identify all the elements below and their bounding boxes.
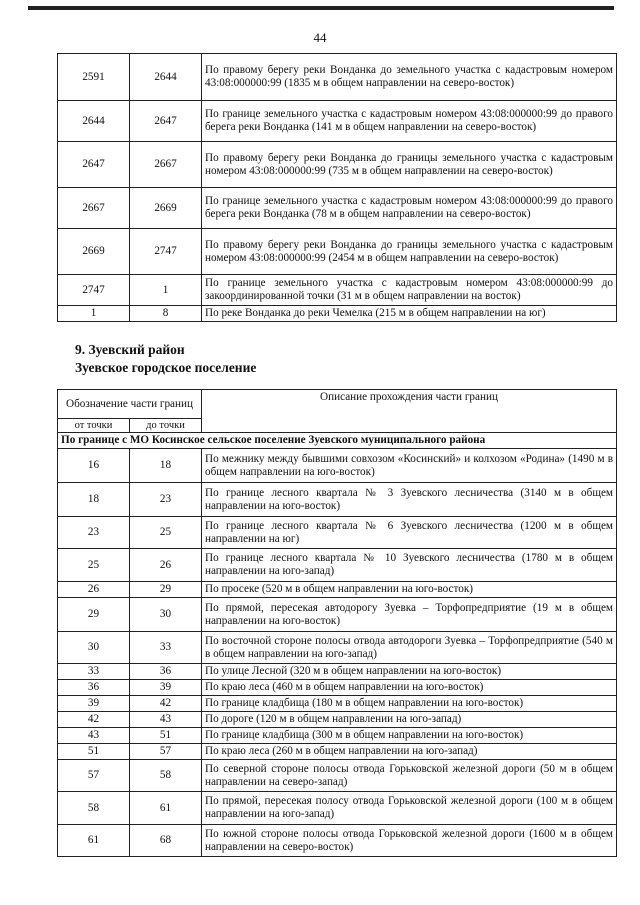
point-to: 61 [130,792,202,825]
table-row [58,229,617,275]
segment-description: По границе земельного участка с кадастровым номером 43:08:000000:99 до закоординированной точки (31 м в общем направлении на восток) [202,275,617,306]
point-to: 26 [130,549,202,582]
header-description: Описание прохождения части границ [202,390,617,433]
table-row [58,449,617,483]
point-to: 30 [130,598,202,632]
segment-description: По границе кладбища (300 м в общем направлении на юго-восток) [202,728,617,744]
table-row [58,101,617,142]
point-from: 2667 [58,188,130,229]
page-number: 44 [313,30,327,45]
point-from: 42 [58,712,130,728]
segment-description: По прямой, пересекая автодорогу Зуевка – Торфопредприятие (19 м в общем направлении на юго-восток) [202,598,617,632]
point-to: 18 [130,449,202,483]
table-row [58,680,617,696]
point-to: 36 [130,664,202,680]
table-row [58,517,617,549]
segment-description: По южной стороне полосы отвода Горьковской железной дороги (1600 м в общем направлении на северо-восток) [202,825,617,857]
table-row [58,744,617,760]
segment-description: По границе кладбища (180 м в общем направлении на юго-восток) [202,696,617,712]
segment-description: По границе лесного квартала № 10 Зуевского лесничества (1780 м в общем направлении на юго-запад) [202,549,617,582]
point-from: 2591 [58,54,130,101]
segment-description: По границе лесного квартала № 6 Зуевского лесничества (1200 м в общем направлении на юг) [202,517,617,549]
point-to: 2644 [130,54,202,101]
segment-description: По правому берегу реки Вонданка до земельного участка с кадастровым номером 43:08:000000:99 (1835 м в общем направлении на северо-восток) [202,54,617,101]
table-row [58,760,617,792]
point-to: 2667 [130,142,202,188]
point-from: 29 [58,598,130,632]
table-row [58,632,617,664]
point-from: 23 [58,517,130,549]
table-row [58,598,617,632]
table-row [58,582,617,598]
point-to: 51 [130,728,202,744]
segment-description: По границе лесного квартала № 3 Зуевского лесничества (3140 м в общем направлении на юго-восток) [202,483,617,517]
point-from: 57 [58,760,130,792]
point-from: 36 [58,680,130,696]
boundary-table-continued [57,53,617,322]
point-to: 43 [130,712,202,728]
table-row [58,664,617,680]
point-from: 61 [58,825,130,857]
segment-description: По реке Вонданка до реки Чемелка (215 м в общем направлении на юг) [202,306,617,322]
header-points: Обозначение части границ [58,390,202,419]
table-row [58,792,617,825]
point-from: 18 [58,483,130,517]
point-to: 2747 [130,229,202,275]
section-district-heading: 9. Зуевский район [75,342,185,357]
point-from: 51 [58,744,130,760]
point-to: 68 [130,825,202,857]
point-from: 43 [58,728,130,744]
boundary-table-zuevka [57,389,617,857]
point-to: 33 [130,632,202,664]
point-from: 2647 [58,142,130,188]
table-row [58,188,617,229]
point-to: 29 [130,582,202,598]
point-from: 2644 [58,101,130,142]
segment-description: По границе земельного участка с кадастровым номером 43:08:000000:99 до правого берега реки Вонданка (141 м в общем направлении на северо-восток) [202,101,617,142]
header-from: от точки [58,419,130,433]
table-row [58,275,617,306]
point-to: 58 [130,760,202,792]
table-row [58,54,617,101]
table-row [58,825,617,857]
table-row [58,306,617,322]
point-from: 16 [58,449,130,483]
point-to: 25 [130,517,202,549]
segment-description: По восточной стороне полосы отвода автодороги Зуевка – Торфопредприятие (540 м в общем направлении на юго-запад) [202,632,617,664]
point-to: 23 [130,483,202,517]
segment-description: По межнику между бывшими совхозом «Косинский» и колхозом «Родина» (1490 м в общем направлении на юго-восток) [202,449,617,483]
boundary-heading-row [58,433,617,449]
table-row [58,696,617,712]
point-from: 39 [58,696,130,712]
point-from: 2747 [58,275,130,306]
point-from: 30 [58,632,130,664]
segment-description: По правому берегу реки Вонданка до границы земельного участка с кадастровым номером 43:08:000000:99 (735 м в общем направлении на северо-восток) [202,142,617,188]
point-from: 26 [58,582,130,598]
point-from: 58 [58,792,130,825]
boundary-heading: По границе с МО Косинское сельское поселение Зуевского муниципального района [58,433,617,449]
header-to: до точки [130,419,202,433]
point-to: 2647 [130,101,202,142]
segment-description: По дороге (120 м в общем направлении на юго-запад) [202,712,617,728]
segment-description: По северной стороне полосы отвода Горьковской железной дороги (50 м в общем направлении на северо-запад) [202,760,617,792]
point-from: 33 [58,664,130,680]
top-rule [28,6,614,10]
segment-description: По правому берегу реки Вонданка до границы земельного участка с кадастровым номером 43:08:000000:99 (2454 м в общем направлении на северо-восток) [202,229,617,275]
point-to: 2669 [130,188,202,229]
table-row [58,549,617,582]
point-from: 1 [58,306,130,322]
point-to: 39 [130,680,202,696]
table-header-row [58,390,617,419]
section-settlement-heading: Зуевское городское поселение [75,360,257,375]
segment-description: По улице Лесной (320 м в общем направлении на юго-восток) [202,664,617,680]
point-to: 1 [130,275,202,306]
point-to: 8 [130,306,202,322]
segment-description: По просеке (520 м в общем направлении на юго-восток) [202,582,617,598]
segment-description: По прямой, пересекая полосу отвода Горьковской железной дороги (100 м в общем направлении на юго-запад) [202,792,617,825]
table-row [58,142,617,188]
table-row [58,712,617,728]
table-row [58,483,617,517]
segment-description: По краю леса (260 м в общем направлении на юго-запад) [202,744,617,760]
point-to: 42 [130,696,202,712]
point-from: 25 [58,549,130,582]
point-from: 2669 [58,229,130,275]
table-row [58,728,617,744]
segment-description: По краю леса (460 м в общем направлении на юго-восток) [202,680,617,696]
point-to: 57 [130,744,202,760]
segment-description: По границе земельного участка с кадастровым номером 43:08:000000:99 до правого берега реки Вонданка (78 м в общем направлении на северо-восток) [202,188,617,229]
